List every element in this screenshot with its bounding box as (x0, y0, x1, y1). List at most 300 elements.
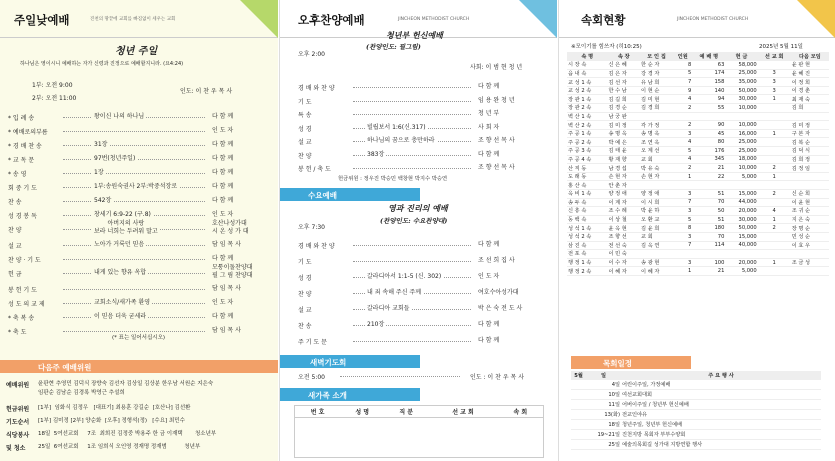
order-row (280, 334, 557, 347)
order-person: 담 임 목 사 (212, 241, 241, 248)
table-cell: 주 공 3 속 (567, 147, 607, 156)
table-cell (791, 267, 829, 276)
corner-decoration (797, 0, 835, 38)
column-header: 선 교 회 (758, 52, 791, 61)
table-cell: 3 (673, 129, 692, 138)
encouragement-note: ※모이기를 힘쓰자 (히10:25) (571, 44, 642, 50)
table-cell: 13(화) (586, 410, 621, 420)
roster-value: [1부] 임화식 김정우 [대표기] 최용훈 강길순 [호산나] 김선환 (38, 405, 191, 411)
table-cell (692, 112, 725, 121)
table-row (571, 430, 821, 440)
order-content: 빌립보서 1:6(신.317) (367, 123, 426, 131)
table-row (567, 129, 829, 138)
panel-header (0, 0, 278, 38)
order-person: 다 함 께 (212, 169, 234, 176)
table-cell (571, 410, 586, 420)
table-cell (640, 250, 673, 259)
table-header-row (567, 52, 829, 61)
table-cell: 장 관 1 속 (567, 95, 607, 104)
table-cell: 10일 (586, 390, 621, 400)
table-row (571, 390, 821, 400)
order-item: * 교 독 문 (8, 157, 35, 164)
leader-dots (353, 168, 471, 169)
order-row (0, 266, 278, 279)
table-cell: 구 본 자 (791, 129, 829, 138)
order-person: 여호수아성가대 (478, 289, 519, 296)
table-cell: 50 (692, 207, 725, 216)
table-cell: 이 혜 자 (607, 267, 640, 276)
table-cell: 김 선 자 (607, 78, 640, 87)
table-cell: 김 미 현 (640, 95, 673, 104)
table-cell (673, 112, 692, 121)
order-person: 조 선 희 집 사 (478, 257, 515, 264)
afternoon-theme: 청년부 헌신예배 (386, 30, 443, 40)
order-item: 찬 양 (8, 227, 22, 234)
table-cell: 21 (692, 164, 725, 173)
table-cell (758, 198, 791, 207)
table-row (567, 61, 829, 70)
table-cell: 51 (692, 190, 725, 199)
order-content: 왕이신 나의 하나님 (94, 113, 145, 120)
order-row (280, 286, 557, 299)
table-cell: 158 (692, 78, 725, 87)
table-cell: 이 혜 자 (640, 267, 673, 276)
leader-dots (353, 87, 471, 88)
table-cell: 9 (673, 86, 692, 95)
table-cell: 각 가 정 (640, 121, 673, 130)
order-person: 조 향 선 목 사 (478, 164, 515, 171)
table-row (567, 104, 829, 113)
order-item: 기 도 (298, 98, 312, 106)
table-header-row (571, 371, 821, 380)
table-cell: 송 명 옥 (640, 129, 673, 138)
leader-dots (63, 259, 205, 260)
table-cell: 삼 진 속 (567, 241, 607, 250)
order-person: 사 회 자 (478, 123, 500, 131)
order-item: * 입 례 송 (8, 115, 35, 122)
table-cell: 55 (692, 104, 725, 113)
table-body (571, 380, 821, 450)
column-header: 일 (586, 371, 621, 380)
table-row (567, 181, 829, 190)
order-item: 찬 양 (298, 152, 312, 160)
order-row (0, 138, 278, 151)
order-person: 다 함 께 (478, 241, 500, 248)
table-cell: 176 (692, 147, 725, 156)
order-content: 이 믿음 더욱 굳세라 (94, 313, 147, 320)
table-cell (791, 250, 829, 259)
order-item: 설 교 (298, 307, 312, 314)
table-cell: 90 (692, 121, 725, 130)
table-cell: 2 (673, 164, 692, 173)
offering-committee: 헌금위원 : 정우진 박승민 백창현 박지수 박승연 (338, 176, 448, 182)
table-cell: 4일 (586, 380, 621, 390)
table-cell: 5 (673, 147, 692, 156)
table-cell: 5 (673, 69, 692, 78)
order-item: 특 송 (298, 112, 312, 119)
table-cell: 전 포 속 (567, 250, 607, 259)
table-cell: 성 석 2 속 (567, 232, 607, 241)
order-content: 97번(청년주일) (94, 155, 136, 162)
order-row (0, 222, 278, 235)
leader-dots (353, 341, 471, 342)
order-content: 1부:송원숙권사 2부:박중석장로 (94, 183, 178, 190)
table-cell: 조 향 선 (607, 232, 640, 241)
table-cell (758, 241, 791, 250)
table-cell: 김 옥 연 (640, 241, 673, 250)
order-person: 다 함 께 (212, 141, 234, 148)
order-row (0, 194, 278, 207)
table-cell: 성 석 1 속 (567, 224, 607, 233)
order-item: * 축 도 (8, 329, 27, 336)
table-row (571, 380, 821, 390)
table-cell: 40,000 (725, 241, 757, 250)
table-cell: 3 (758, 69, 791, 78)
table-cell: 7 (673, 198, 692, 207)
section-header-wednesday (280, 188, 420, 201)
table-cell: 강 경 자 (640, 69, 673, 78)
table-cell: 1 (673, 267, 692, 276)
table-cell: 16,000 (725, 129, 757, 138)
table-cell: 양 정 애 (640, 190, 673, 199)
order-item: 설 교 (8, 243, 22, 250)
leader-dots (63, 331, 205, 332)
table-cell: 80 (692, 138, 725, 147)
corner-decoration (519, 0, 557, 38)
section-title: 목회일정 (603, 359, 632, 368)
table-cell: 박 유 숙 (640, 164, 673, 173)
table-cell: 김 희 (791, 104, 829, 113)
order-item: 찬 송 (8, 199, 22, 206)
order-item: 경 배 와 찬 양 (298, 243, 335, 250)
table-cell (571, 380, 586, 390)
table-row (567, 78, 829, 87)
table-cell: 어린이주일, 가정예배 (621, 380, 821, 390)
order-row (280, 121, 557, 134)
order-content: 31장 (94, 141, 108, 148)
table-cell: 신 순 희 (791, 190, 829, 199)
table-cell: 이 현 순 (640, 86, 673, 95)
table-cell: 2 (673, 121, 692, 130)
table-cell (758, 155, 791, 164)
table-cell: 시 장 속 (567, 61, 607, 70)
section-header-dawn (280, 355, 420, 368)
order-row (0, 310, 278, 323)
order-item: 봉 헌 기 도 (8, 287, 37, 294)
worship-theme: 청년 주일 (115, 46, 158, 57)
table-cell: 7 (673, 241, 692, 250)
order-person: 담 임 목 사 (212, 327, 241, 334)
panel-title: 오후찬양예배 (298, 13, 365, 27)
table-cell: 10,000 (725, 121, 757, 130)
order-row (0, 124, 278, 137)
panel-header (559, 0, 835, 38)
table-cell: 15,000 (725, 232, 757, 241)
table-cell: 70 (692, 232, 725, 241)
table-cell (791, 112, 829, 121)
leader-dots (353, 114, 471, 115)
order-item: 경 배 와 찬 양 (298, 85, 335, 92)
panel-subtitle: 진천의 땅끝에 교회를 빠짐없이 세우는 교회 (90, 17, 176, 22)
order-person: 인 도 자 (212, 127, 234, 134)
table-cell: 교 회 (640, 232, 673, 241)
table-cell: 오 환 교 (640, 215, 673, 224)
table-cell: 조 귀 순 (791, 207, 829, 216)
table-cell: 8 (673, 61, 692, 70)
table-cell: 이 계 자 (607, 198, 640, 207)
table-cell: 유 남 희 (640, 78, 673, 87)
order-person: 인 도 자 (212, 299, 234, 306)
column-header: 성 명 (340, 406, 384, 418)
column-header: 다음 모임 (791, 52, 829, 61)
table-cell: 주 공 4 속 (567, 155, 607, 164)
table-cell: 박 예 은 (607, 138, 640, 147)
table-header-row (295, 406, 544, 418)
table-body (567, 61, 829, 276)
table-cell: 1 (758, 215, 791, 224)
column-header: 예 배 명 (692, 52, 725, 61)
order-person: 다 함 께 (212, 183, 234, 190)
table-cell: 5,000 (725, 267, 757, 276)
table-cell (640, 112, 673, 121)
table-cell: 교 성 2 속 (567, 86, 607, 95)
order-row (0, 296, 278, 309)
panel-subtitle: JINCHEON METHODIST CHURCH (677, 17, 749, 22)
table-cell: 김 미 정 (791, 121, 829, 130)
column-header: 주 요 행 사 (621, 371, 821, 380)
table-cell: 윤 옥 현 (607, 224, 640, 233)
order-item: * 송 영 (8, 171, 27, 178)
order-person: 다 함 께 (478, 337, 500, 344)
table-row (567, 190, 829, 199)
leader-dots (353, 261, 471, 262)
table-cell: 30,000 (725, 215, 757, 224)
table-row (295, 418, 544, 458)
table-cell: 김 은 자 (607, 69, 640, 78)
table-cell: 2 (758, 164, 791, 173)
table-cell: 여선교회대회 (621, 390, 821, 400)
time-2: 2부: 오전 11:00 (32, 95, 77, 102)
table-row (567, 232, 829, 241)
table-cell: 김 태 윤 (607, 147, 640, 156)
order-person: 임 용 완 청 년 (478, 96, 515, 104)
table-cell: 25,000 (725, 69, 757, 78)
table-cell: 5 (673, 215, 692, 224)
column-header: 속 회 (498, 406, 544, 418)
panel-afternoon-worship (279, 0, 557, 461)
panel-main-worship (0, 0, 278, 461)
table-row (567, 215, 829, 224)
order-item: 성 도 의 교 제 (8, 301, 45, 308)
table-cell: 김 복 순 (791, 138, 829, 147)
column-header: 속 장 (607, 52, 640, 61)
table-cell: 4 (673, 138, 692, 147)
table-cell (791, 172, 829, 181)
table-cell (758, 250, 791, 259)
table-cell: 송 두 속 (567, 198, 607, 207)
table-cell: 45 (692, 129, 725, 138)
table-cell: 4 (673, 95, 692, 104)
order-person: 다 함 께 (212, 197, 234, 204)
table-cell: 345 (692, 155, 725, 164)
table-cell: 김 길 희 (607, 95, 640, 104)
table-cell (571, 420, 586, 430)
table-cell: 동 백 속 (567, 215, 607, 224)
table-cell: 18일 (586, 420, 621, 430)
order-content: 노아가 거룩던 믿음 (94, 241, 145, 248)
table-cell (725, 250, 757, 259)
table-cell: 송 광 현 (640, 258, 673, 267)
table-row (567, 224, 829, 233)
order-item: * 축 복 송 (8, 315, 35, 322)
table-cell: 남 궁 완 (607, 112, 640, 121)
order-person: 박 은 숙 전 도 사 (478, 305, 523, 312)
table-cell: 벽 산 2 속 (567, 121, 607, 130)
order-row (280, 161, 557, 174)
table-cell: 100 (692, 258, 725, 267)
table-cell: 50,000 (725, 224, 757, 233)
wed-theme-sub: (찬양인도: 수요찬양대) (380, 217, 448, 225)
table-cell: 11일 (586, 400, 621, 410)
leader-dots (340, 376, 460, 377)
order-person: 모퉁이돌찬양대 필 그 림 찬양대 (212, 264, 253, 279)
table-row (567, 121, 829, 130)
table-cell (758, 138, 791, 147)
table-cell: 3 (758, 86, 791, 95)
table-row (567, 112, 829, 121)
table-cell: 옥 비 1 속 (567, 190, 607, 199)
table-cell: 1 (758, 258, 791, 267)
order-item: 설 교 (298, 139, 312, 146)
order-item: 성 경 (298, 125, 312, 133)
table-cell: 180 (692, 224, 725, 233)
table-cell: 손 현 자 (640, 172, 673, 181)
order-row (280, 318, 557, 331)
table-cell: 63 (692, 61, 725, 70)
order-row (280, 80, 557, 93)
table-cell: 장 관 2 속 (567, 104, 607, 113)
table-cell: 전교인야유 (621, 410, 821, 420)
table-row (567, 155, 829, 164)
order-person: 인 도 자 (478, 273, 500, 280)
order-row (0, 152, 278, 165)
table-cell: 19~21일 (586, 430, 621, 440)
table-cell: 2 (673, 104, 692, 113)
column-header: 속 명 (567, 52, 607, 61)
order-content: 하나님의 꿈으로 충만하라 (367, 137, 435, 144)
table-cell: 22 (692, 172, 725, 181)
order-item: 봉 헌 / 축 도 (298, 166, 331, 173)
order-content: 아버지의 사랑 보라 너희는 두려워 말고 (94, 220, 158, 235)
table-cell (673, 181, 692, 190)
table-cell: 이 경 춘 (791, 86, 829, 95)
table-cell: 행 정 1 속 (567, 258, 607, 267)
table-row (567, 69, 829, 78)
table-cell (571, 430, 586, 440)
wed-theme: 영과 진리의 예배 (388, 203, 448, 213)
order-person: 조 향 선 목 사 (478, 137, 515, 144)
roster-label: 헌금위원 (6, 406, 30, 413)
column-header: 번 호 (295, 406, 341, 418)
table-cell: 4 (758, 207, 791, 216)
column-header: 모 인 집 (640, 52, 673, 61)
table-cell: 조 수 례 (607, 207, 640, 216)
table-cell: 신 은 혜 (607, 61, 640, 70)
table-cell: 1 (673, 172, 692, 181)
order-row (280, 148, 557, 161)
new-family-table (294, 405, 544, 458)
panel-subtitle: JINCHEON METHODIST CHURCH (398, 17, 470, 22)
table-cell: 박 윤 하 (640, 207, 673, 216)
table-row (567, 164, 829, 173)
table-row (571, 440, 821, 450)
section-header-next-week (0, 360, 278, 373)
table-cell: 4 (673, 155, 692, 164)
leader-dots (63, 173, 205, 174)
table-cell (758, 181, 791, 190)
table-cell: 산 직 동 (567, 164, 607, 173)
table-cell: 김 경 순 (607, 104, 640, 113)
leader-dots (353, 245, 471, 246)
table-cell: 2 (758, 224, 791, 233)
table-cell: 58,000 (725, 61, 757, 70)
table-cell: 진천지방 목회자 부부수양회 (621, 430, 821, 440)
table-cell: 1 (758, 95, 791, 104)
table-cell: 어버이주일 / 청년부 헌신예배 (621, 400, 821, 410)
table-cell (758, 232, 791, 241)
table-row (567, 198, 829, 207)
table-cell: 벽 산 1 속 (567, 112, 607, 121)
schedule-table (571, 371, 821, 450)
table-cell: 손 현 자 (607, 172, 640, 181)
order-person: 다 함 께 (212, 255, 234, 262)
leader-dots (63, 131, 205, 132)
table-cell: 3 (673, 207, 692, 216)
order-item: 찬 송 (298, 323, 312, 330)
table-row (567, 147, 829, 156)
table-cell: 94 (692, 95, 725, 104)
table-row (571, 400, 821, 410)
table-cell: 1 (758, 129, 791, 138)
table-cell: 김 윤 희 (640, 224, 673, 233)
table-row (567, 258, 829, 267)
panel-title: 속회현황 (581, 13, 626, 27)
order-content: 내게 있는 향유 옥합 (94, 269, 147, 276)
table-cell: 주 공 1 속 (567, 129, 607, 138)
table-row (571, 410, 821, 420)
roster-label: 기도순서 (6, 419, 30, 426)
order-row (0, 180, 278, 193)
table-cell: 30,000 (725, 95, 757, 104)
section-title: 다음주 예배위원 (38, 363, 92, 372)
table-cell: 김 희 정 (791, 155, 829, 164)
leader-dots (63, 145, 205, 146)
order-person: 다 함 께 (478, 150, 500, 158)
table-cell: 교 성 1 속 (567, 78, 607, 87)
order-row (280, 94, 557, 107)
table-row (567, 250, 829, 259)
dawn-time: 오전 5:00 (298, 374, 325, 381)
table-cell: 이 상 철 (607, 215, 640, 224)
table-cell: 최 재 숙 (791, 95, 829, 104)
table-cell: 남 경 섭 (607, 164, 640, 173)
order-row (280, 238, 557, 251)
table-cell: 교 회 (640, 155, 673, 164)
table-cell: 20,000 (725, 258, 757, 267)
table-cell: 25,000 (725, 147, 757, 156)
order-item: 헌 금 (8, 271, 22, 278)
table-cell: 8 (673, 224, 692, 233)
